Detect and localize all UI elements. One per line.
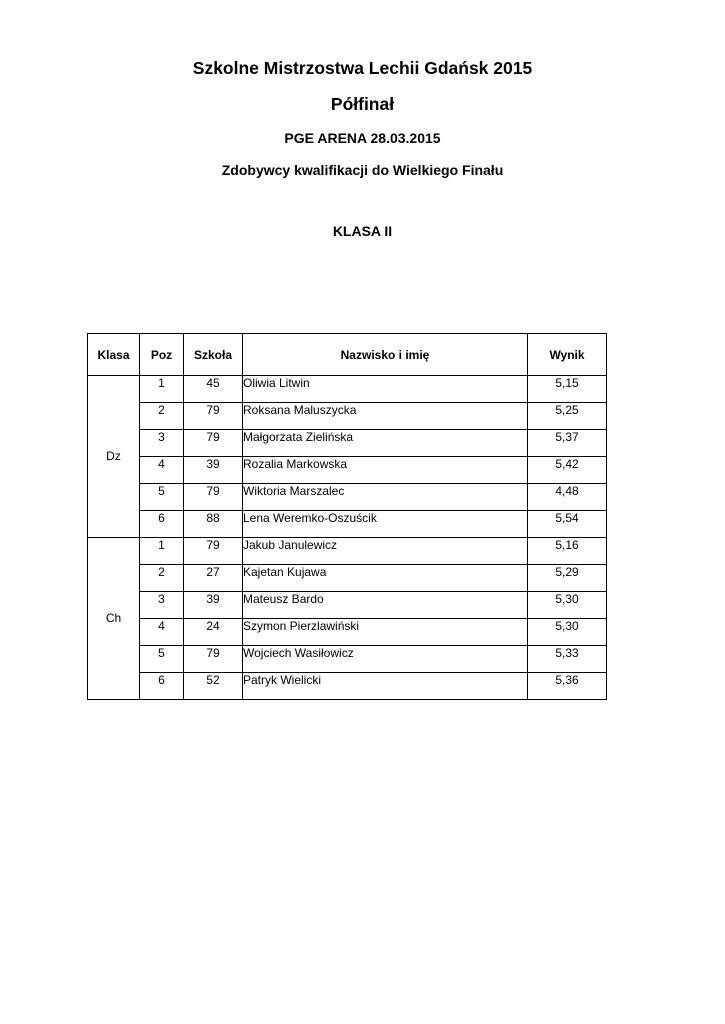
name-cell: Oliwia Litwin [243, 376, 528, 403]
wynik-cell: 5,30 [528, 592, 607, 619]
table-row [88, 430, 607, 457]
table-row [88, 511, 607, 538]
wynik-cell: 5,37 [528, 430, 607, 457]
column-header-szkola: Szkoła [184, 334, 243, 376]
table-header-row [88, 334, 607, 376]
szkola-cell: 79 [184, 484, 243, 511]
name-cell: Kajetan Kujawa [243, 565, 528, 592]
class-heading: KLASA II [332, 223, 393, 239]
klasa-cell: Dz [88, 376, 140, 538]
document-title: Szkolne Mistrzostwa Lechii Gdańsk 2015 [192, 58, 533, 78]
wynik-cell: 5,30 [528, 619, 607, 646]
szkola-cell: 79 [184, 430, 243, 457]
szkola-cell: 45 [184, 376, 243, 403]
wynik-cell: 5,33 [528, 646, 607, 673]
name-cell: Wojciech Wasiłowicz [243, 646, 528, 673]
szkola-cell: 79 [184, 403, 243, 430]
szkola-cell: 27 [184, 565, 243, 592]
szkola-cell: 79 [184, 646, 243, 673]
results-table [87, 333, 607, 700]
poz-cell: 5 [140, 646, 184, 673]
wynik-cell: 5,25 [528, 403, 607, 430]
name-cell: Roksana Maluszycka [243, 403, 528, 430]
poz-cell: 3 [140, 430, 184, 457]
poz-cell: 1 [140, 538, 184, 565]
document-subtitle: Półfinał [330, 94, 395, 114]
table-row [88, 376, 607, 403]
szkola-cell: 88 [184, 511, 243, 538]
name-cell: Małgorzata Zielińska [243, 430, 528, 457]
table-row [88, 619, 607, 646]
szkola-cell: 52 [184, 673, 243, 700]
poz-cell: 2 [140, 565, 184, 592]
wynik-cell: 5,16 [528, 538, 607, 565]
wynik-cell: 5,42 [528, 457, 607, 484]
column-header-name: Nazwisko i imię [243, 334, 528, 376]
column-header-poz: Poz [140, 334, 184, 376]
poz-cell: 6 [140, 511, 184, 538]
column-header-wynik: Wynik [528, 334, 607, 376]
wynik-cell: 4,48 [528, 484, 607, 511]
table-row [88, 646, 607, 673]
qualifiers-heading: Zdobywcy kwalifikacji do Wielkiego Finału [221, 162, 504, 178]
szkola-cell: 39 [184, 592, 243, 619]
name-cell: Szymon Pierzlawiński [243, 619, 528, 646]
name-cell: Mateusz Bardo [243, 592, 528, 619]
table-row [88, 592, 607, 619]
name-cell: Jakub Janulewicz [243, 538, 528, 565]
column-header-klasa: Klasa [88, 334, 140, 376]
poz-cell: 3 [140, 592, 184, 619]
klasa-cell: Ch [88, 538, 140, 700]
table-row [88, 565, 607, 592]
venue-date: PGE ARENA 28.03.2015 [284, 130, 441, 146]
name-cell: Patryk Wielicki [243, 673, 528, 700]
wynik-cell: 5,29 [528, 565, 607, 592]
name-cell: Rozalia Markowska [243, 457, 528, 484]
wynik-cell: 5,54 [528, 511, 607, 538]
name-cell: Lena Weremko-Oszuścik [243, 511, 528, 538]
poz-cell: 4 [140, 457, 184, 484]
wynik-cell: 5,15 [528, 376, 607, 403]
table-row [88, 457, 607, 484]
table-row [88, 484, 607, 511]
poz-cell: 4 [140, 619, 184, 646]
szkola-cell: 39 [184, 457, 243, 484]
poz-cell: 6 [140, 673, 184, 700]
poz-cell: 1 [140, 376, 184, 403]
poz-cell: 5 [140, 484, 184, 511]
table-row [88, 538, 607, 565]
poz-cell: 2 [140, 403, 184, 430]
wynik-cell: 5,36 [528, 673, 607, 700]
name-cell: Wiktoria Marszalec [243, 484, 528, 511]
szkola-cell: 79 [184, 538, 243, 565]
szkola-cell: 24 [184, 619, 243, 646]
table-row [88, 403, 607, 430]
table-row [88, 673, 607, 700]
